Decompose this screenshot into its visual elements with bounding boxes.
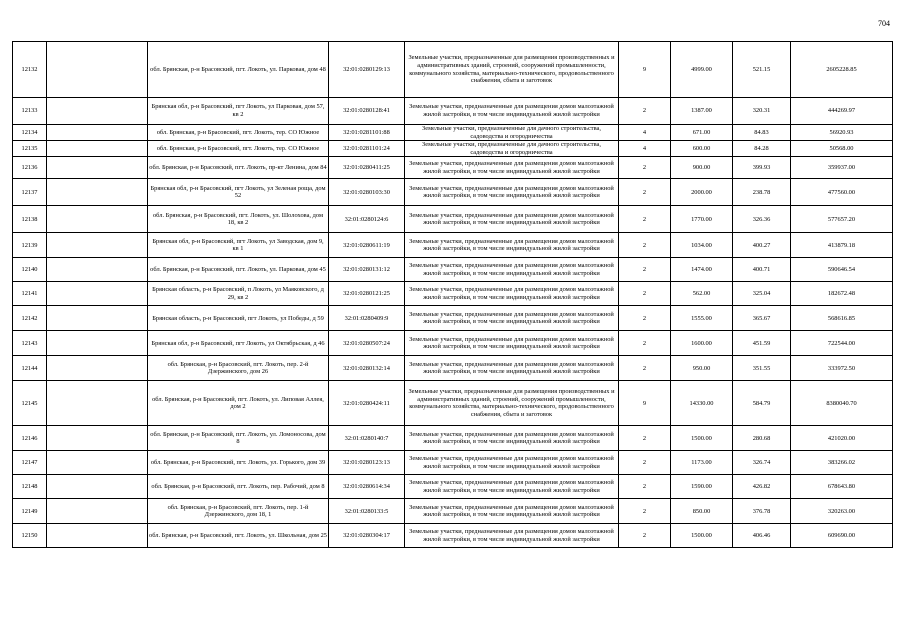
cell-area: 900.00 — [671, 157, 733, 179]
cell-group: 2 — [619, 179, 671, 206]
cell-group: 2 — [619, 157, 671, 179]
table-row — [13, 451, 893, 475]
cell-land-use: Земельные участки, предназначенные для размещения домов малоэтажной жилой застройки, в том числе индивидуальной жилой застройки — [405, 98, 619, 125]
cell-address: обл. Брянская, р-н Брасовский, пгт. Локоть, пер. 2-й Дзержинского, дом 26 — [148, 356, 329, 381]
cell-address: обл. Брянская, р-н Брасовский, пгт. Локоть, ул. Липовая Аллея, дом 2 — [148, 381, 329, 426]
cell-number: 12142 — [13, 306, 47, 331]
table-body — [13, 42, 893, 548]
cell-group: 2 — [619, 451, 671, 475]
cell-specific-value: 399.93 — [733, 157, 791, 179]
cell-group: 2 — [619, 206, 671, 233]
cell-address: Брянская обл, р-н Брасовский, пгт Локоть, ул Парковая, дом 57, кв 2 — [148, 98, 329, 125]
cell-cadastral-value: 678643.80 — [791, 475, 893, 499]
cell-empty — [47, 98, 148, 125]
cell-number: 12149 — [13, 499, 47, 524]
cell-land-use: Земельные участки, предназначенные для размещения домов малоэтажной жилой застройки, в том числе индивидуальной жилой застройки — [405, 258, 619, 282]
cell-group: 2 — [619, 233, 671, 258]
cell-group: 9 — [619, 381, 671, 426]
cell-group: 4 — [619, 141, 671, 157]
cell-land-use: Земельные участки, предназначенные для дачного строительства, садоводства и огородничества — [405, 125, 619, 141]
cell-cadastral-number: 32:01:0280103:30 — [329, 179, 405, 206]
table-row — [13, 499, 893, 524]
cell-empty — [47, 141, 148, 157]
cell-address: Брянская обл, р-н Брасовский, пгт Локоть, ул Заводская, дом 9, кв 1 — [148, 233, 329, 258]
table-row — [13, 179, 893, 206]
cell-area: 4999.00 — [671, 42, 733, 98]
cell-land-use: Земельные участки, предназначенные для размещения производственных и административных зданий, строений, сооружений промышленности, коммунального хозяйства, материально-технического, продовольственного снабжения, сбыта и заготовок — [405, 42, 619, 98]
cell-group: 2 — [619, 331, 671, 356]
cell-number: 12144 — [13, 356, 47, 381]
table-row — [13, 524, 893, 548]
cell-group: 4 — [619, 125, 671, 141]
table-row — [13, 42, 893, 98]
cell-empty — [47, 42, 148, 98]
cell-land-use: Земельные участки, предназначенные для размещения домов малоэтажной жилой застройки, в том числе индивидуальной жилой застройки — [405, 233, 619, 258]
cell-cadastral-number: 32:01:0280123:13 — [329, 451, 405, 475]
cell-cadastral-value: 568616.85 — [791, 306, 893, 331]
cell-specific-value: 400.71 — [733, 258, 791, 282]
cell-area: 2000.00 — [671, 179, 733, 206]
cell-group: 2 — [619, 356, 671, 381]
cell-address: обл. Брянская, р-н Брасовский, пгт. Локоть, ул. Парковая, дом 48 — [148, 42, 329, 98]
cell-area: 1034.00 — [671, 233, 733, 258]
cell-address: Брянская обл, р-н Брасовский, пгт Локоть, ул Октябрьская, д 46 — [148, 331, 329, 356]
cell-area: 1600.00 — [671, 331, 733, 356]
cell-empty — [47, 356, 148, 381]
cell-cadastral-value: 383266.02 — [791, 451, 893, 475]
cell-specific-value: 280.68 — [733, 426, 791, 451]
table-row — [13, 331, 893, 356]
cell-area: 671.00 — [671, 125, 733, 141]
cell-cadastral-value: 444269.97 — [791, 98, 893, 125]
cell-group: 9 — [619, 42, 671, 98]
cell-number: 12132 — [13, 42, 47, 98]
cell-land-use: Земельные участки, предназначенные для размещения домов малоэтажной жилой застройки, в том числе индивидуальной жилой застройки — [405, 179, 619, 206]
cell-cadastral-number: 32:01:0280611:19 — [329, 233, 405, 258]
cell-area: 1770.00 — [671, 206, 733, 233]
cell-cadastral-number: 32:01:0280409:9 — [329, 306, 405, 331]
table-row — [13, 233, 893, 258]
cell-cadastral-value: 577657.20 — [791, 206, 893, 233]
cell-number: 12134 — [13, 125, 47, 141]
cell-empty — [47, 179, 148, 206]
table-row — [13, 258, 893, 282]
cell-specific-value: 238.78 — [733, 179, 791, 206]
cell-number: 12141 — [13, 282, 47, 306]
cell-address: Брянская область, р-н Брасовский, пгт Локоть, ул Победы, д 59 — [148, 306, 329, 331]
cell-land-use: Земельные участки, предназначенные для размещения домов малоэтажной жилой застройки, в том числе индивидуальной жилой застройки — [405, 451, 619, 475]
cell-number: 12139 — [13, 233, 47, 258]
cell-land-use: Земельные участки, предназначенные для размещения домов малоэтажной жилой застройки, в том числе индивидуальной жилой застройки — [405, 426, 619, 451]
cell-specific-value: 365.67 — [733, 306, 791, 331]
cell-number: 12137 — [13, 179, 47, 206]
cell-land-use: Земельные участки, предназначенные для дачного строительства, садоводства и огородничества — [405, 141, 619, 157]
table-row — [13, 381, 893, 426]
cell-address: обл. Брянская, р-н Брасовский, пгт. Локоть, ул. Шолохова, дом 18, кв 2 — [148, 206, 329, 233]
cell-cadastral-value: 333972.50 — [791, 356, 893, 381]
cell-empty — [47, 331, 148, 356]
cell-address: обл. Брянская, р-н Брасовский, пгт. Локоть, пер. Рабочий, дом 8 — [148, 475, 329, 499]
cell-cadastral-number: 32:01:0280411:25 — [329, 157, 405, 179]
cell-empty — [47, 499, 148, 524]
cell-area: 1590.00 — [671, 475, 733, 499]
cell-specific-value: 84.28 — [733, 141, 791, 157]
page-number: 704 — [878, 19, 890, 28]
cell-area: 1500.00 — [671, 426, 733, 451]
cell-address: обл. Брянская, р-н Брасовский, пгт. Локоть, ул. Ломоносова, дом 8 — [148, 426, 329, 451]
cell-address: Брянская область, р-н Брасовский, п Локоть, ул Маяковского, д 29, кв 2 — [148, 282, 329, 306]
cell-address: обл. Брянская, р-н Брасовский, пгт. Локоть, пр-кт Ленина, дом 84 — [148, 157, 329, 179]
cell-area: 1555.00 — [671, 306, 733, 331]
cell-land-use: Земельные участки, предназначенные для размещения домов малоэтажной жилой застройки, в том числе индивидуальной жилой застройки — [405, 306, 619, 331]
cell-group: 2 — [619, 306, 671, 331]
cell-cadastral-number: 32:01:0280128:41 — [329, 98, 405, 125]
cell-cadastral-value: 56920.93 — [791, 125, 893, 141]
cell-number: 12150 — [13, 524, 47, 548]
cell-empty — [47, 475, 148, 499]
table-row — [13, 306, 893, 331]
cell-empty — [47, 381, 148, 426]
cell-cadastral-value: 8380040.70 — [791, 381, 893, 426]
cell-specific-value: 584.79 — [733, 381, 791, 426]
cell-cadastral-value: 359937.00 — [791, 157, 893, 179]
cadastral-value-table — [12, 41, 893, 548]
table-row — [13, 282, 893, 306]
cell-land-use: Земельные участки, предназначенные для размещения домов малоэтажной жилой застройки, в том числе индивидуальной жилой застройки — [405, 331, 619, 356]
cell-cadastral-number: 32:01:0280124:6 — [329, 206, 405, 233]
cell-cadastral-number: 32:01:0280304:17 — [329, 524, 405, 548]
table-row — [13, 426, 893, 451]
cell-specific-value: 521.15 — [733, 42, 791, 98]
cell-cadastral-value: 413879.18 — [791, 233, 893, 258]
cell-area: 562.00 — [671, 282, 733, 306]
table-row — [13, 356, 893, 381]
cell-cadastral-number: 32:01:0280121:25 — [329, 282, 405, 306]
cell-cadastral-value: 2605228.85 — [791, 42, 893, 98]
cell-empty — [47, 282, 148, 306]
cell-land-use: Земельные участки, предназначенные для размещения домов малоэтажной жилой застройки, в том числе индивидуальной жилой застройки — [405, 524, 619, 548]
cell-specific-value: 406.46 — [733, 524, 791, 548]
cell-specific-value: 426.82 — [733, 475, 791, 499]
cell-area: 14330.00 — [671, 381, 733, 426]
cell-number: 12147 — [13, 451, 47, 475]
cell-land-use: Земельные участки, предназначенные для размещения домов малоэтажной жилой застройки, в том числе индивидуальной жилой застройки — [405, 475, 619, 499]
cell-cadastral-number: 32:01:0281101:24 — [329, 141, 405, 157]
cell-address: обл. Брянская, р-н Брасовский, пгт. Локоть, тер. СО Южное — [148, 141, 329, 157]
cell-empty — [47, 524, 148, 548]
cell-number: 12135 — [13, 141, 47, 157]
cell-area: 1474.00 — [671, 258, 733, 282]
cell-cadastral-value: 590646.54 — [791, 258, 893, 282]
cell-address: Брянская обл, р-н Брасовский, пгт Локоть, ул Зеленая роща, дом 52 — [148, 179, 329, 206]
cell-land-use: Земельные участки, предназначенные для размещения домов малоэтажной жилой застройки, в том числе индивидуальной жилой застройки — [405, 282, 619, 306]
cell-land-use: Земельные участки, предназначенные для размещения домов малоэтажной жилой застройки, в том числе индивидуальной жилой застройки — [405, 356, 619, 381]
cell-cadastral-value: 722544.00 — [791, 331, 893, 356]
cell-specific-value: 84.83 — [733, 125, 791, 141]
cell-cadastral-number: 32:01:0280140:7 — [329, 426, 405, 451]
cell-address: обл. Брянская, р-н Брасовский, пгт. Локоть, ул. Горького, дом 39 — [148, 451, 329, 475]
cell-land-use: Земельные участки, предназначенные для размещения домов малоэтажной жилой застройки, в том числе индивидуальной жилой застройки — [405, 499, 619, 524]
cell-specific-value: 400.27 — [733, 233, 791, 258]
cell-empty — [47, 258, 148, 282]
cell-cadastral-number: 32:01:0280133:5 — [329, 499, 405, 524]
cell-specific-value: 451.59 — [733, 331, 791, 356]
cell-address: обл. Брянская, р-н Брасовский, пгт. Локоть, пер. 1-й Дзержинского, дом 18, 1 — [148, 499, 329, 524]
cell-empty — [47, 206, 148, 233]
cell-number: 12148 — [13, 475, 47, 499]
cell-number: 12136 — [13, 157, 47, 179]
cell-land-use: Земельные участки, предназначенные для размещения домов малоэтажной жилой застройки, в том числе индивидуальной жилой застройки — [405, 157, 619, 179]
cell-number: 12143 — [13, 331, 47, 356]
cell-number: 12146 — [13, 426, 47, 451]
cell-empty — [47, 426, 148, 451]
cell-address: обл. Брянская, р-н Брасовский, пгт. Локоть, тер. СО Южное — [148, 125, 329, 141]
cell-group: 2 — [619, 426, 671, 451]
cell-number: 12145 — [13, 381, 47, 426]
cell-empty — [47, 451, 148, 475]
cell-group: 2 — [619, 282, 671, 306]
table-row — [13, 475, 893, 499]
table-row — [13, 141, 893, 157]
cell-empty — [47, 306, 148, 331]
cell-area: 950.00 — [671, 356, 733, 381]
table-row — [13, 157, 893, 179]
cell-cadastral-number: 32:01:0281101:88 — [329, 125, 405, 141]
table-row — [13, 206, 893, 233]
cell-cadastral-number: 32:01:0280131:12 — [329, 258, 405, 282]
cell-area: 1500.00 — [671, 524, 733, 548]
cell-cadastral-value: 421020.00 — [791, 426, 893, 451]
cell-cadastral-value: 477560.00 — [791, 179, 893, 206]
cell-cadastral-number: 32:01:0280424:11 — [329, 381, 405, 426]
cell-number: 12138 — [13, 206, 47, 233]
cell-cadastral-value: 50568.00 — [791, 141, 893, 157]
cell-empty — [47, 157, 148, 179]
cell-specific-value: 326.36 — [733, 206, 791, 233]
cell-area: 1387.00 — [671, 98, 733, 125]
cell-cadastral-number: 32:01:0280614:34 — [329, 475, 405, 499]
cell-group: 2 — [619, 499, 671, 524]
cell-group: 2 — [619, 98, 671, 125]
cell-specific-value: 326.74 — [733, 451, 791, 475]
cell-land-use: Земельные участки, предназначенные для размещения производственных и административных зданий, строений, сооружений промышленности, коммунального хозяйства, материально-технического, продовольственного снабжения, сбыта и заготовок — [405, 381, 619, 426]
cell-specific-value: 325.04 — [733, 282, 791, 306]
cell-cadastral-value: 609690.00 — [791, 524, 893, 548]
cell-area: 1173.00 — [671, 451, 733, 475]
cell-number: 12140 — [13, 258, 47, 282]
cell-empty — [47, 233, 148, 258]
cell-address: обл. Брянская, р-н Брасовский, пгт. Локоть, ул. Парковая, дом 45 — [148, 258, 329, 282]
cell-specific-value: 376.78 — [733, 499, 791, 524]
table-row — [13, 98, 893, 125]
cell-empty — [47, 125, 148, 141]
cell-cadastral-number: 32:01:0280132:14 — [329, 356, 405, 381]
cell-address: обл. Брянская, р-н Брасовский, пгт. Локоть, ул. Школьная, дом 25 — [148, 524, 329, 548]
cell-number: 12133 — [13, 98, 47, 125]
cell-area: 850.00 — [671, 499, 733, 524]
table-row — [13, 125, 893, 141]
cell-cadastral-number: 32:01:0280129:13 — [329, 42, 405, 98]
cell-group: 2 — [619, 258, 671, 282]
cell-area: 600.00 — [671, 141, 733, 157]
cell-cadastral-value: 320263.00 — [791, 499, 893, 524]
cell-group: 2 — [619, 524, 671, 548]
cell-specific-value: 320.31 — [733, 98, 791, 125]
cell-land-use: Земельные участки, предназначенные для размещения домов малоэтажной жилой застройки, в том числе индивидуальной жилой застройки — [405, 206, 619, 233]
cell-cadastral-number: 32:01:0280507:24 — [329, 331, 405, 356]
cell-specific-value: 351.55 — [733, 356, 791, 381]
cell-group: 2 — [619, 475, 671, 499]
cell-cadastral-value: 182672.48 — [791, 282, 893, 306]
